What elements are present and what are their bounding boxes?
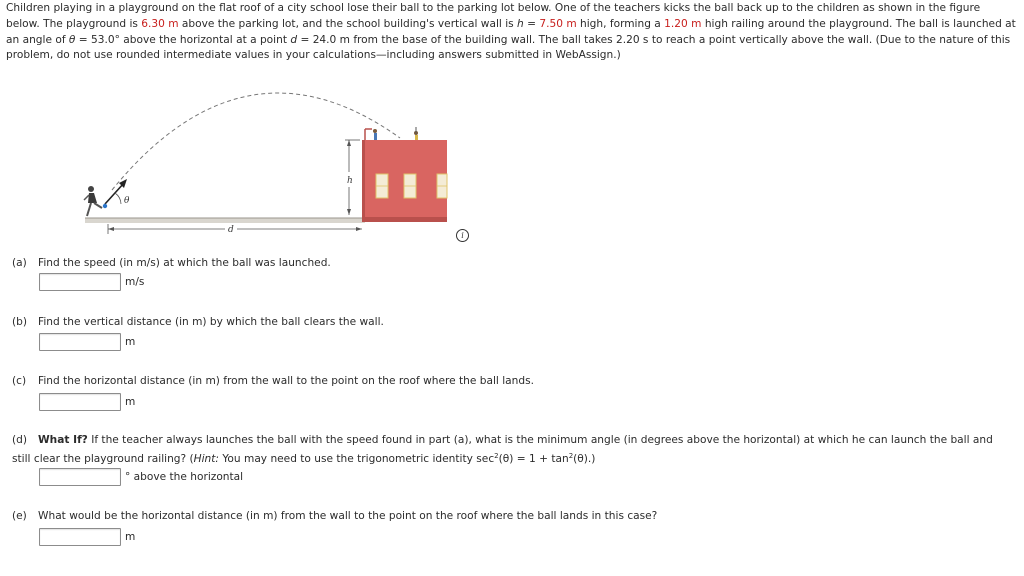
question-b-text: Find the vertical distance (in m) by which the ball clears the wall. [38, 316, 384, 328]
intro-text-6: = 53.0° above the horizontal at a point [75, 33, 291, 46]
question-d-text: If the teacher always launches the ball with the speed found in part (a), what is the minimum angle (in degrees above the horizontal) at which he can launch the ball and still clear the playground railing? ( [12, 434, 993, 465]
question-d-hint-end: (θ).) [573, 453, 596, 465]
answer-e-input[interactable] [39, 528, 121, 546]
question-e [12, 508, 1012, 524]
school-building [362, 127, 447, 222]
answer-b-input[interactable] [39, 333, 121, 351]
question-d-sup-2: 2 [568, 452, 574, 460]
question-d-hint-text: You may need to use the trigonometric identity sec [219, 453, 495, 465]
intro-text-5: high railing around the playground. The ball is launched at an angle of [6, 17, 1016, 46]
question-c-label: (c) [12, 375, 27, 387]
answer-e-unit: m [125, 531, 136, 543]
answer-a-input[interactable] [39, 273, 121, 291]
playground-height-value: 6.30 m [141, 17, 179, 30]
info-icon[interactable]: i [456, 229, 469, 242]
projectile-figure [75, 72, 475, 248]
question-b-label: (b) [12, 316, 27, 328]
answer-c-input[interactable] [39, 393, 121, 411]
ball-trajectory [112, 93, 400, 190]
h-variable: h [517, 17, 524, 30]
answer-d-unit: ° above the horizontal [125, 471, 244, 483]
question-d-sup-1: 2 [494, 452, 499, 460]
intro-text-7: = 24.0 m from the base of the building wall. The ball takes 2.20 s to reach a point vertically above the wall. (Due to the nature of this problem, do not use rounded intermediate values in your calculations—including answers submitted in WebAssign.) [6, 33, 1011, 62]
question-b [12, 314, 1012, 330]
question-a [12, 255, 1012, 271]
question-d-whatif: What If? [38, 434, 88, 446]
answer-a-unit: m/s [125, 276, 145, 288]
d-label: d [228, 225, 234, 235]
question-a-label: (a) [12, 257, 27, 269]
question-e-text: What would be the horizontal distance (in m) from the wall to the point on the roof where the ball lands in this case? [38, 510, 658, 522]
question-a-text: Find the speed (in m/s) at which the ball was launched. [38, 257, 331, 269]
intro-text-1: Children playing in a playground on the flat roof of a city school lose their ball to the parking lot below. One of the teachers kicks the ball back up to the children as shown in the figure below. The playground is [6, 2, 981, 30]
question-d-hint-label: Hint: [193, 453, 219, 465]
d-variable: d [290, 33, 298, 46]
intro-text-2: above the parking lot, and the school building's vertical wall is [178, 17, 518, 30]
question-d-label: (d) [12, 434, 27, 446]
question-d-hint-tail: (θ) = 1 + tan [498, 453, 569, 465]
answer-b-unit: m [125, 336, 136, 348]
question-e-label: (e) [12, 510, 27, 522]
question-c [12, 373, 1012, 389]
problem-statement [6, 1, 1016, 64]
intro-text-3: = [523, 17, 540, 30]
teacher-kicking-figure [84, 186, 107, 216]
railing-height-value: 1.20 m [664, 17, 702, 30]
wall-height-value: 7.50 m [539, 17, 577, 30]
question-c-text: Find the horizontal distance (in m) from the wall to the point on the roof where the ball lands. [38, 375, 534, 387]
question-d [12, 432, 1012, 467]
intro-text-4: high, forming a [576, 17, 665, 30]
answer-c-unit: m [125, 396, 136, 408]
h-label: h [347, 176, 353, 186]
theta-label: θ [124, 196, 130, 206]
answer-d-input[interactable] [39, 468, 121, 486]
theta-variable: θ [68, 33, 76, 46]
parking-lot-ground [85, 218, 365, 223]
